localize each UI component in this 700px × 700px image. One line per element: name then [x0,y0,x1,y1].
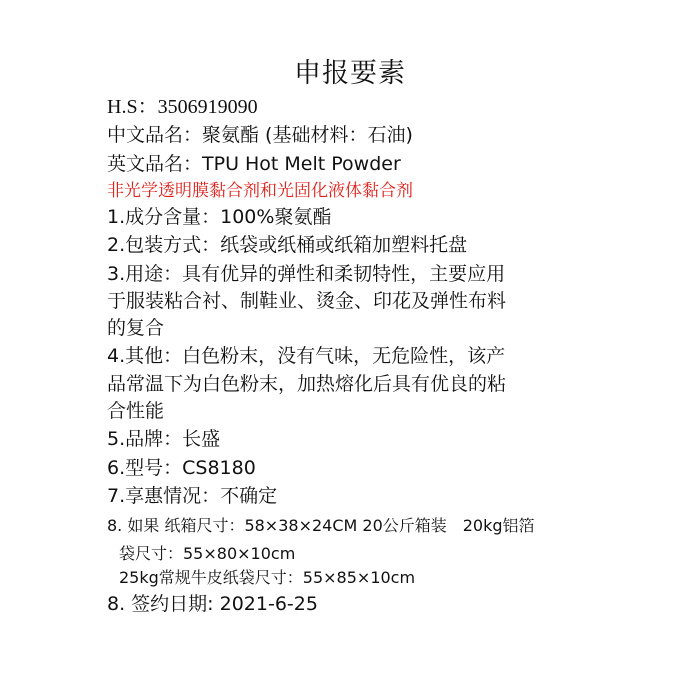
red-note-line: 非光学透明膜黏合剂和光固化液体黏合剂 [107,181,413,201]
document-title: 申报要素 [294,58,406,89]
item-other-line-3: 合性能 [107,400,165,422]
item-composition: 1.成分含量：100%聚氨酯 [107,206,332,228]
item-packaging: 2.包装方式：纸袋或纸桶或纸箱加塑料托盘 [107,234,468,256]
item-preferential: 7.享惠情况：不确定 [107,485,278,507]
item-usage-line-2: 于服装粘合衬、制鞋业、烫金、印花及弹性布料 [107,290,507,312]
item-carton-size-line-2: 袋尺寸：55×80×10cm [119,544,296,563]
item-usage-line-3: 的复合 [107,317,165,339]
item-usage-line-1: 3.用途：具有优异的弹性和柔韧特性，主要应用 [107,263,506,285]
chinese-name-line: 中文品名：聚氨酯 (基础材料：石油) [107,124,413,146]
item-carton-size-line-1: 8. 如果 纸箱尺寸：58×38×24CM 20公斤箱装 20kg铝箔 [107,516,535,535]
item-other-line-1: 4.其他：白色粉末，没有气味，无危险性，该产 [107,345,506,367]
hs-code-line: H.S：3506919090 [107,96,258,118]
item-other-line-2: 品常温下为白色粉末，加热熔化后具有优良的粘 [107,373,507,395]
item-model: 6.型号：CS8180 [107,457,256,479]
item-carton-size-line-3: 25kg常规牛皮纸袋尺寸：55×85×10cm [119,568,416,587]
item-sign-date: 8. 签约日期: 2021-6-25 [107,593,318,615]
item-brand: 5.品牌：长盛 [107,428,221,450]
english-name-line: 英文品名：TPU Hot Melt Powder [107,153,401,175]
